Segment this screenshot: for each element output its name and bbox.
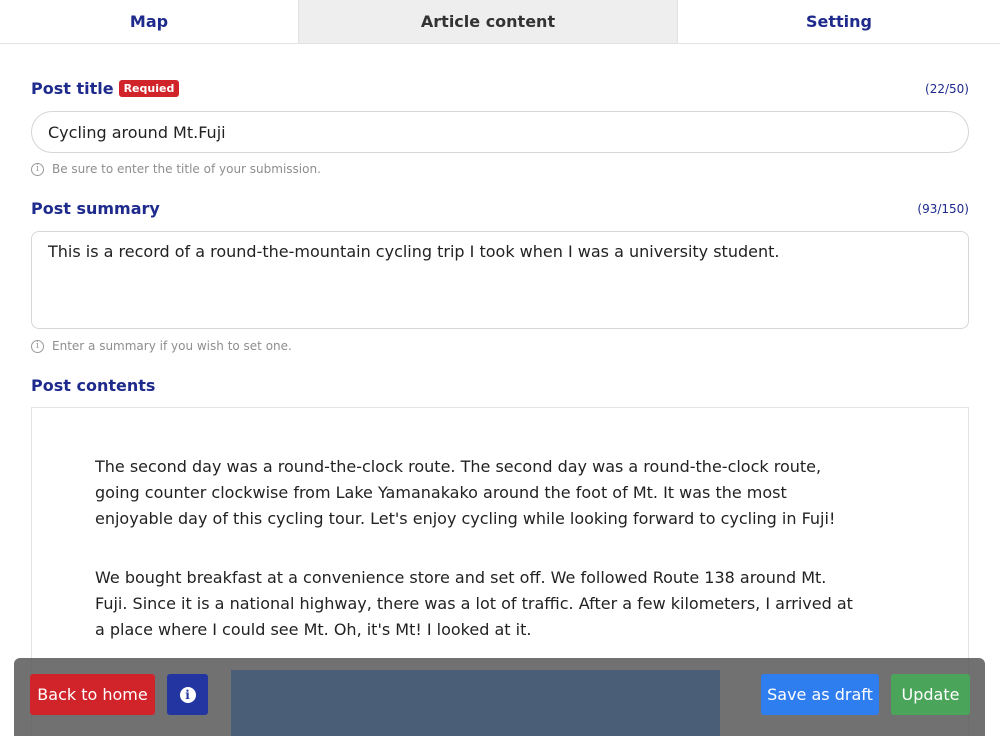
content-paragraph: The second day was a round-the-clock route. The second day was a round-the-clock route, going counter clockwise from Lake Yamanakako around the foot of Mt. It was the most enjoyable day of this cycling tour. Let's enjoy cycling while looking forward to cycling in Fuji! (95, 457, 836, 528)
info-circle-icon: i (31, 340, 44, 353)
tab-article-content[interactable]: Article content (298, 0, 678, 43)
bottom-action-bar (14, 658, 985, 736)
info-button[interactable] (167, 674, 208, 715)
save-as-draft-button[interactable]: Save as draft (761, 674, 879, 715)
post-title-value: Cycling around Mt.Fuji (48, 122, 226, 142)
post-summary-value: This is a record of a round-the-mountain cycling trip I took when I was a university student. (48, 242, 780, 261)
title-char-counter: (22/50) (925, 81, 969, 96)
title-hint-text: Be sure to enter the title of your submission. (52, 162, 321, 176)
post-title-header (31, 79, 969, 98)
tab-map[interactable]: Map (129, 12, 169, 31)
content-paragraph: We bought breakfast at a convenience store and set off. We followed Route 138 around Mt. Fuji. Since it is a national highway, there was a lot of traffic. After a few kilometers, I arrived at a place where I could see Mt. Oh, it's Mt! I looked at it. (95, 568, 853, 639)
update-button[interactable]: Update (891, 674, 970, 715)
summary-hint (31, 339, 292, 353)
post-summary-textarea[interactable] (31, 231, 969, 329)
info-circle-icon: i (31, 163, 44, 176)
tab-bar (0, 0, 1000, 44)
info-icon: i (180, 687, 196, 703)
title-hint (31, 162, 321, 176)
post-contents-label: Post contents (31, 376, 156, 395)
post-title-input[interactable] (31, 111, 969, 153)
summary-char-counter: (93/150) (917, 201, 969, 216)
required-badge: Requied (119, 80, 180, 97)
post-title-label: Post title (31, 79, 114, 98)
post-summary-header (31, 199, 969, 218)
back-to-home-button[interactable]: Back to home (30, 674, 155, 715)
summary-hint-text: Enter a summary if you wish to set one. (52, 339, 292, 353)
overlay-panel (231, 670, 720, 736)
post-summary-label: Post summary (31, 199, 160, 218)
tab-setting[interactable]: Setting (806, 12, 872, 31)
post-contents-header (31, 376, 969, 395)
